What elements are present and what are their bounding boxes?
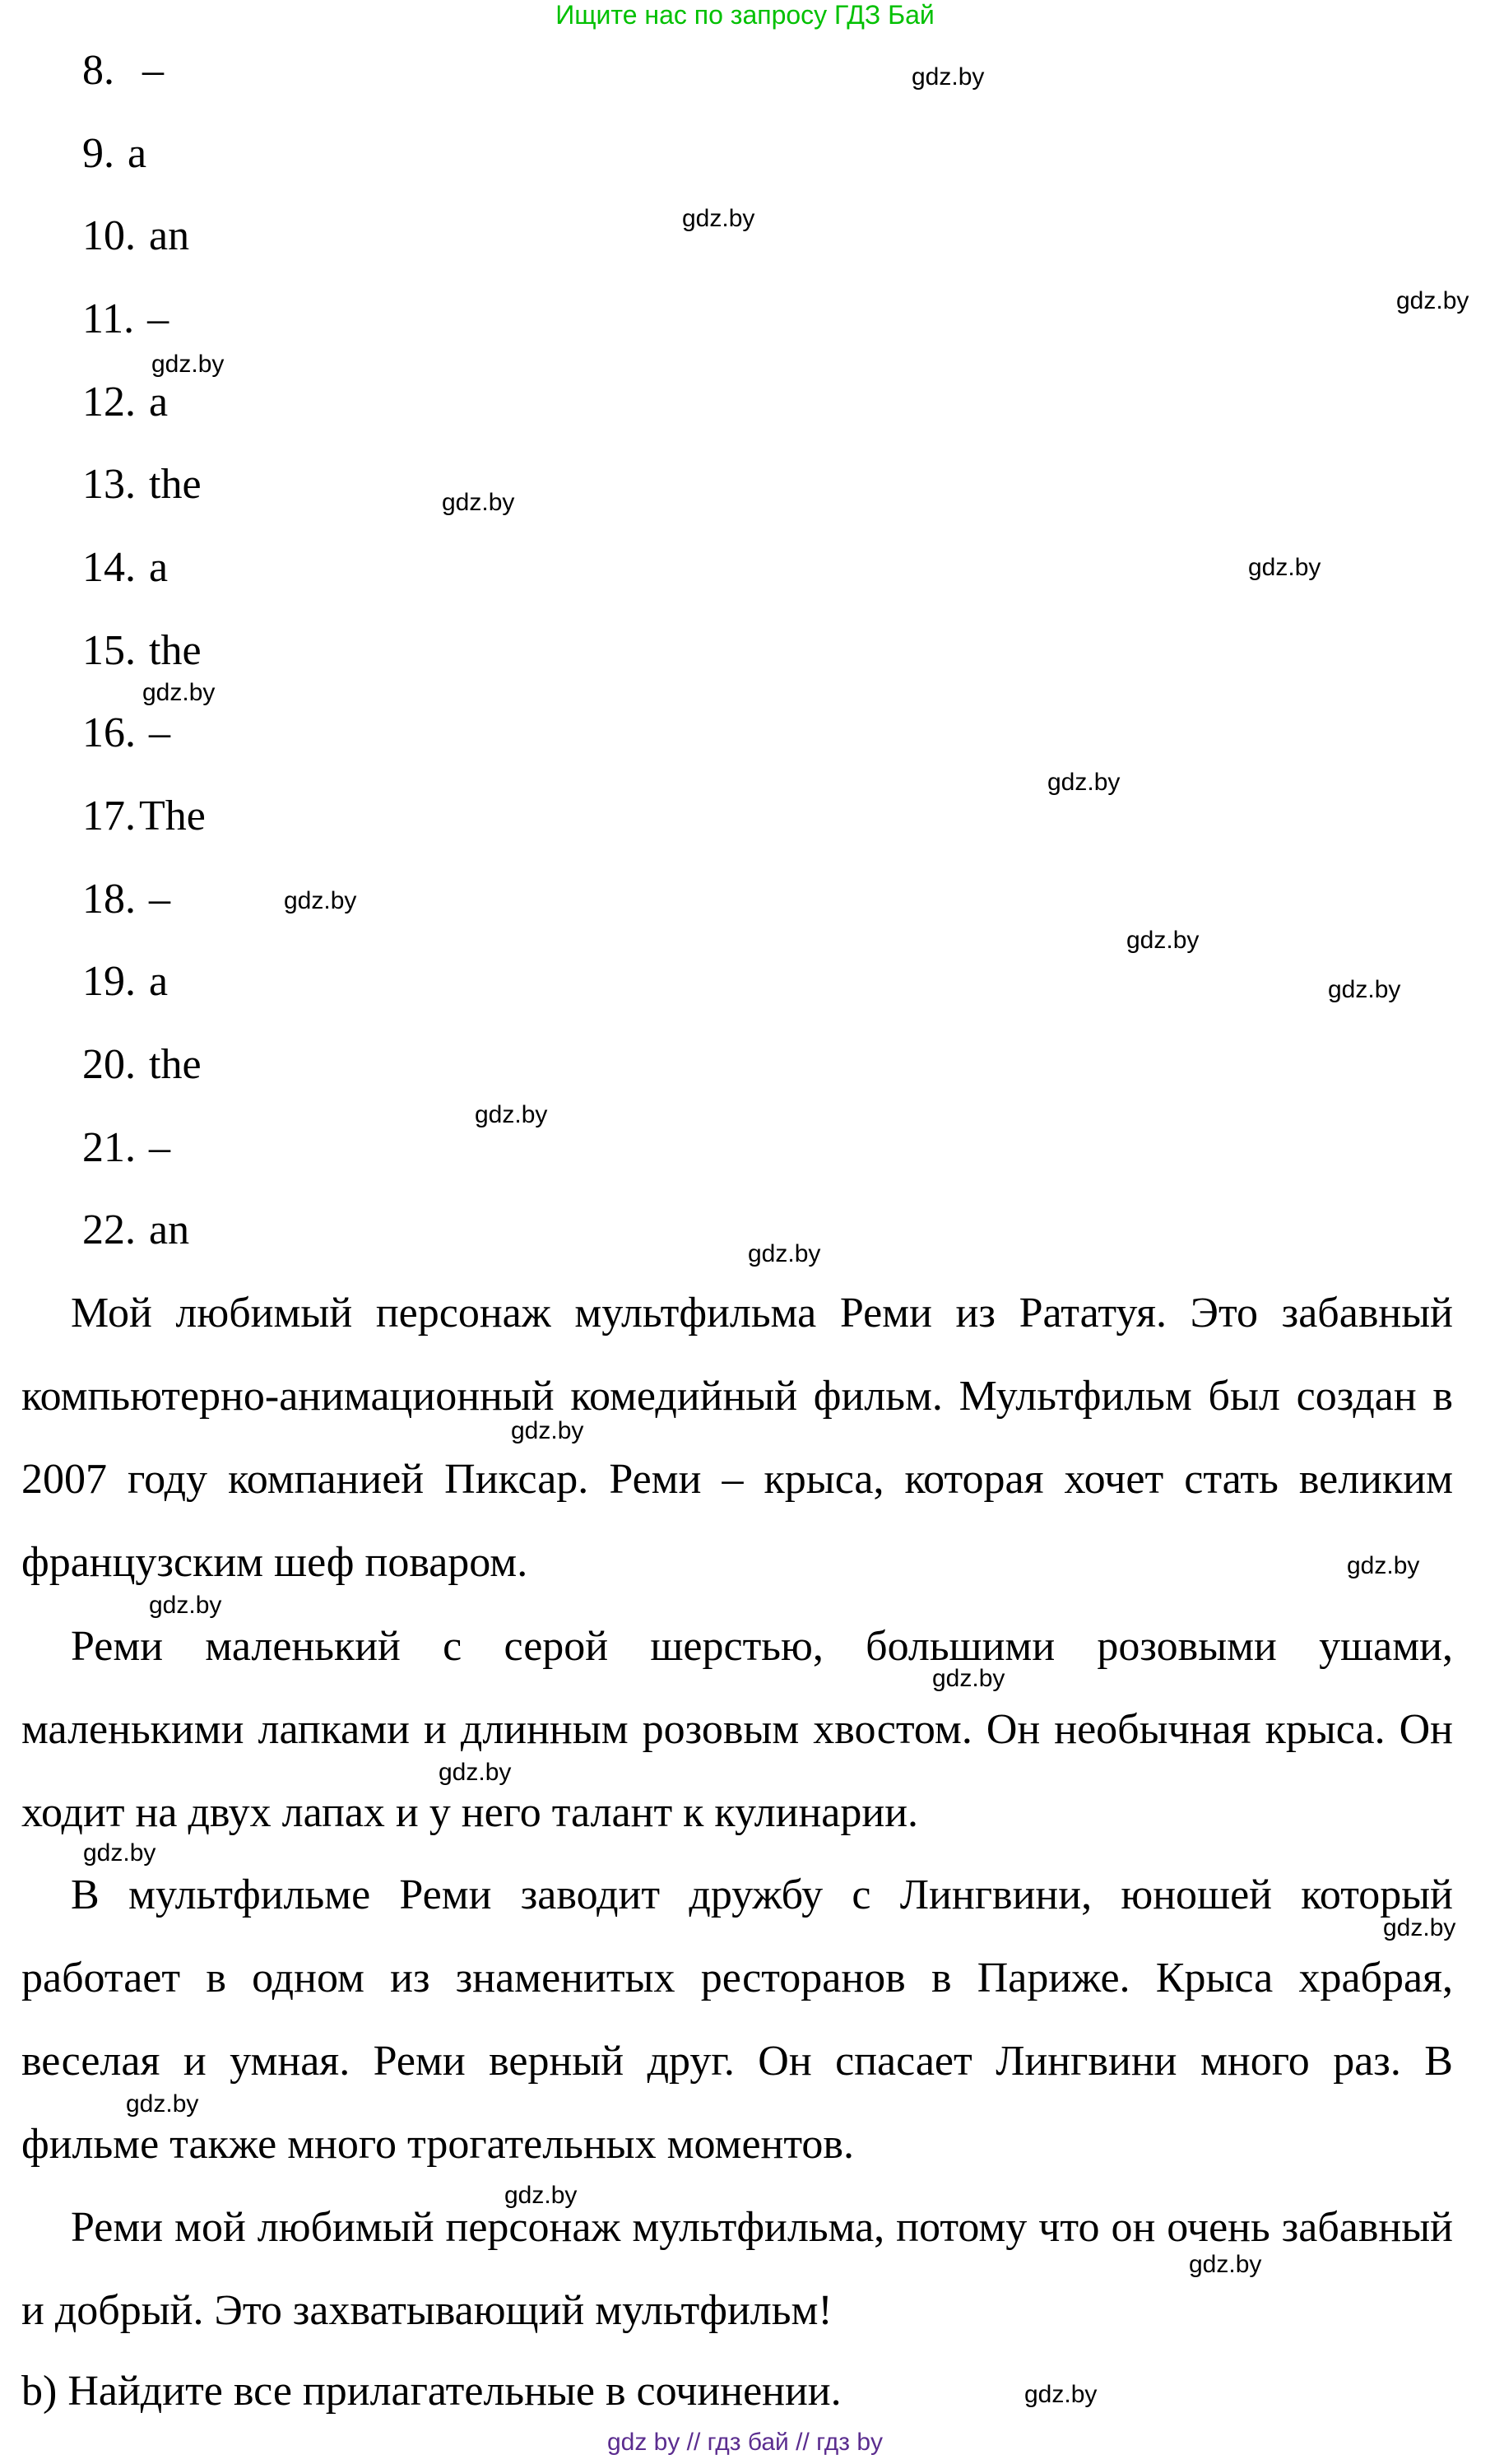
- answer-item: [82, 875, 170, 924]
- answer-number: 9.: [82, 130, 114, 177]
- answer-number: 11.: [82, 295, 135, 342]
- footer-links[interactable]: gdz by // гдз бай // гдз by: [606, 2429, 884, 2456]
- answer-number: 8.: [82, 47, 114, 94]
- answer-value: –: [147, 295, 169, 342]
- answer-item: [82, 792, 206, 841]
- answer-number: 12.: [82, 379, 136, 425]
- answer-value: a: [149, 544, 169, 591]
- answer-value: a: [149, 958, 169, 1005]
- watermark: gdz.by: [912, 63, 985, 91]
- answer-value: The: [139, 793, 206, 839]
- answer-value: the: [149, 461, 202, 508]
- watermark: gdz.by: [932, 1665, 1005, 1692]
- answer-number: 17.: [82, 793, 136, 839]
- watermark: gdz.by: [126, 2090, 199, 2118]
- essay-paragraph: В мультфильме Реми заводит дружбу с Лингвини, юношей который работает в одном из знаменитых ресторанов в Париже. Крыса храбрая, веселая и умная. Реми верный друг. Он спасает Лингвини много раз. В фильме также много трогательных моментов.: [21, 1871, 1453, 2168]
- answer-item: [82, 957, 168, 1007]
- answer-number: 18.: [82, 876, 136, 923]
- watermark: gdz.by: [83, 1839, 156, 1867]
- watermark: gdz.by: [1347, 1552, 1420, 1579]
- answer-number: 10.: [82, 212, 136, 259]
- watermark: gdz.by: [1024, 2381, 1098, 2408]
- answer-item: [82, 709, 170, 758]
- answer-number: 15.: [82, 627, 136, 674]
- answer-value: the: [149, 1041, 202, 1088]
- essay-paragraph: Мой любимый персонаж мультфильма Реми из Рататуя. Это забавный компьютерно-анимационный комедийный фильм. Мультфильм был создан в 2007 году компанией Пиксар. Реми – крыса, которая хочет стать великим французским шеф поваром.: [21, 1290, 1453, 1586]
- answer-value: –: [149, 876, 170, 923]
- answer-item: [82, 460, 202, 509]
- answer-item: [82, 212, 189, 261]
- answer-value: an: [149, 212, 190, 259]
- answer-number: 14.: [82, 544, 136, 591]
- watermark: gdz.by: [504, 2182, 578, 2209]
- watermark: gdz.by: [1047, 769, 1121, 796]
- watermark: gdz.by: [1383, 1914, 1456, 1941]
- answer-value: an: [149, 1206, 190, 1253]
- watermark: gdz.by: [149, 1592, 222, 1619]
- answer-value: a: [149, 379, 169, 425]
- answer-item: [82, 378, 168, 427]
- watermark: gdz.by: [439, 1759, 512, 1786]
- answer-item: [82, 1040, 202, 1090]
- answer-value: –: [142, 47, 164, 94]
- essay-paragraph: Реми маленький с серой шерстью, большими розовыми ушами, маленькими лапками и длинным розовым хвостом. Он необычная крыса. Он ходит на двух лапах и у него талант к кулинарии.: [21, 1623, 1453, 1836]
- answer-number: 19.: [82, 958, 136, 1005]
- answer-value: a: [128, 130, 147, 177]
- watermark: gdz.by: [142, 679, 216, 706]
- watermark: gdz.by: [1126, 927, 1200, 954]
- answer-number: 20.: [82, 1041, 136, 1088]
- watermark: gdz.by: [511, 1417, 584, 1444]
- watermark: gdz.by: [1189, 2251, 1262, 2278]
- answer-number: 21.: [82, 1124, 136, 1171]
- answer-item: [82, 626, 202, 676]
- answer-value: –: [149, 1124, 170, 1171]
- watermark: gdz.by: [151, 351, 225, 378]
- watermark: gdz.by: [1328, 976, 1401, 1003]
- answer-number: 16.: [82, 709, 136, 756]
- answer-number: 22.: [82, 1206, 136, 1253]
- watermark: gdz.by: [748, 1240, 821, 1267]
- answer-item: [82, 1206, 189, 1255]
- answer-item: [82, 543, 168, 593]
- watermark: gdz.by: [284, 887, 357, 914]
- answer-item: [82, 129, 146, 179]
- task-question: b) Найдите все прилагательные в сочинении.: [21, 2368, 842, 2415]
- answer-value: –: [149, 709, 170, 756]
- essay-paragraph: Реми мой любимый персонаж мультфильма, потому что он очень забавный и добрый. Это захватывающий мультфильм!: [21, 2204, 1453, 2334]
- answer-item: [82, 1123, 170, 1173]
- top-banner[interactable]: Ищите нас по запросу ГДЗ Бай: [555, 0, 935, 30]
- watermark: gdz.by: [442, 489, 515, 516]
- answer-item: [82, 295, 169, 344]
- answer-item: [82, 46, 164, 95]
- answer-value: the: [149, 627, 202, 674]
- watermark: gdz.by: [1248, 554, 1321, 581]
- answer-number: 13.: [82, 461, 136, 508]
- watermark: gdz.by: [682, 205, 755, 232]
- watermark: gdz.by: [475, 1101, 548, 1128]
- watermark: gdz.by: [1396, 287, 1469, 314]
